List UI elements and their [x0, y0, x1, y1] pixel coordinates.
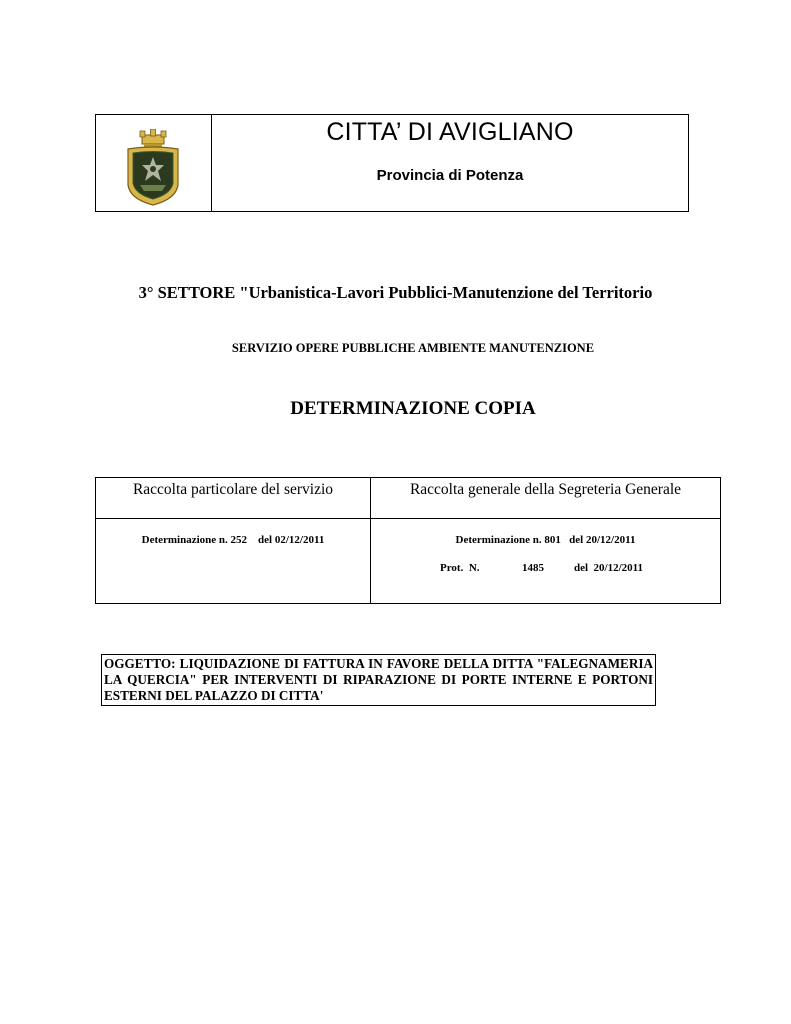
registry-table — [95, 477, 721, 604]
service-determination: Determinazione n. 252 del 02/12/2011 — [141, 534, 325, 546]
coat-of-arms-icon — [122, 129, 184, 207]
subject-box — [101, 654, 656, 706]
protocol-date: del 20/12/2011 — [574, 562, 644, 574]
document-type: DETERMINAZIONE COPIA — [290, 398, 536, 419]
protocol-number: 1485 — [522, 562, 544, 574]
column-header-service: Raccolta particolare del servizio — [132, 481, 334, 498]
logo-cell — [96, 115, 212, 211]
column-header-general: Raccolta generale della Segreteria Generale — [409, 481, 682, 498]
service-title: SERVIZIO OPERE PUBBLICHE AMBIENTE MANUTENZIONE — [231, 341, 595, 355]
protocol-label: Prot. N. — [440, 562, 480, 574]
table-divider-horizontal — [96, 518, 720, 519]
general-determination: Determinazione n. 801 del 20/12/2011 — [455, 534, 636, 546]
sector-title: 3° SETTORE "Urbanistica-Lavori Pubblici-Manutenzione del Territorio — [138, 283, 653, 302]
province-name: Provincia di Potenza — [376, 167, 524, 184]
city-title: CITTA’ DI AVIGLIANO — [326, 118, 574, 146]
subject-text: OGGETTO: LIQUIDAZIONE DI FATTURA IN FAVORE DELLA DITTA "FALEGNAMERIA LA QUERCIA" PER INTERVENTI DI RIPARAZIONE DI PORTE INTERNE E PORTONI ESTERNI DEL PALAZZO DI CITTA' — [104, 656, 653, 703]
header-box — [95, 114, 689, 212]
